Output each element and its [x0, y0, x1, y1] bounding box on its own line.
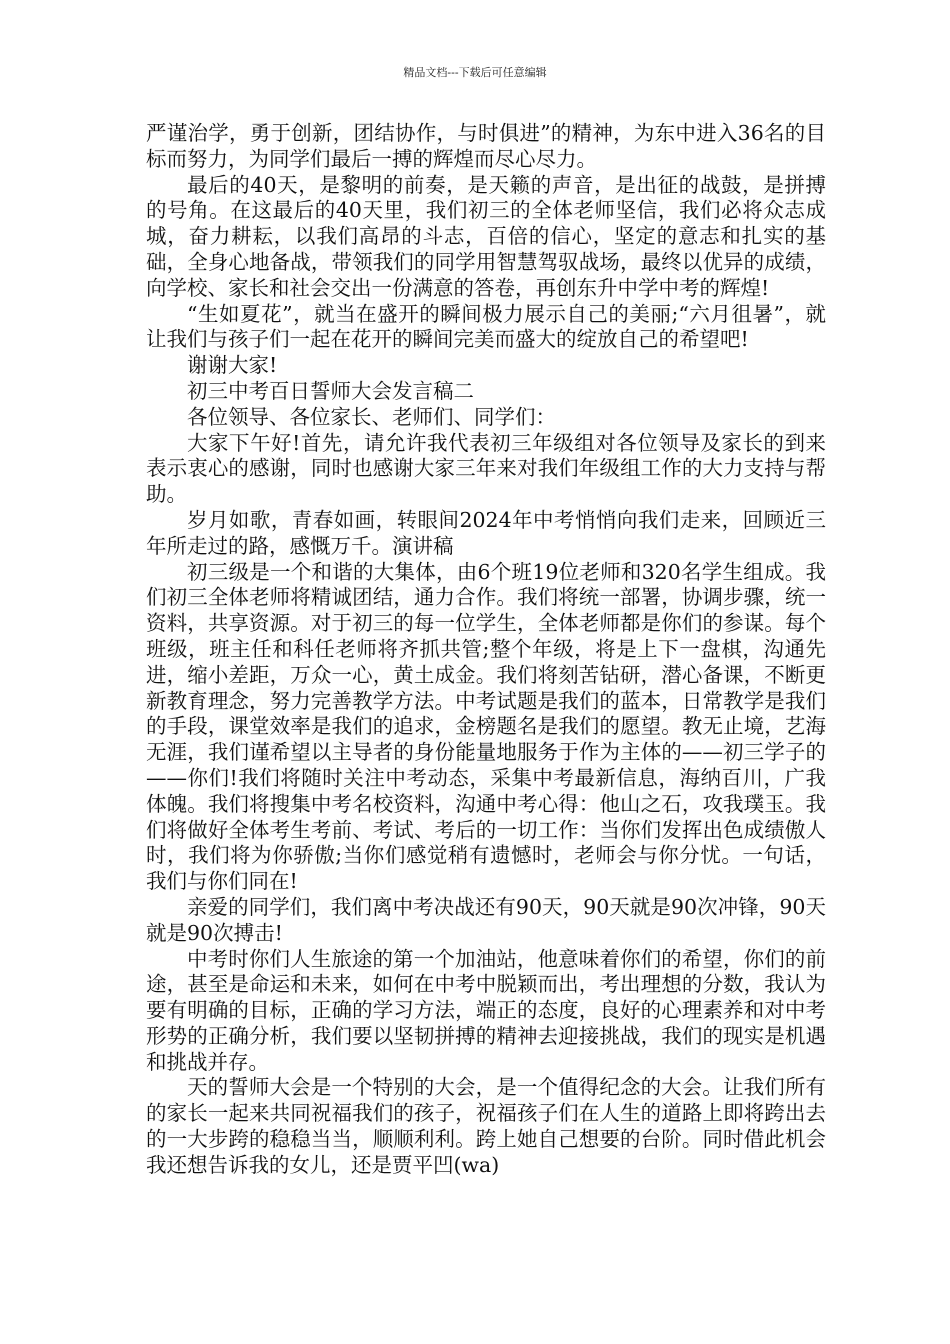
paragraph: 最后的40天，是黎明的前奏，是天籁的声音，是出征的战鼓，是拼搏的号角。在这最后的40天里，我们初三的全体老师坚信，我们必将众志成城，奋力耕耘，以我们高昂的斗志，百倍的信心，坚定的意志和扎实的基础，全身心地备战，带领我们的同学用智慧驾驭战场，最终以优异的成绩，向学校、家长和社会交出一份满意的答卷，再创东升中学中考的辉煌!	[146, 172, 826, 300]
paragraph: 天的誓师大会是一个特别的大会，是一个值得纪念的大会。让我们所有的家长一起来共同祝福我们的孩子，祝福孩子们在人生的道路上即将跨出去的一大步跨的稳稳当当，顺顺利利。跨上她自己想要的台阶。同时借此机会我还想告诉我的女儿，还是贾平凹(wa)	[146, 1075, 826, 1177]
closing-thanks: 谢谢大家!	[187, 353, 278, 378]
paragraph: 初三级是一个和谐的大集体，由6个班19位老师和320名学生组成。我们初三全体老师将精诚团结，通力合作。我们将统一部署，协调步骤，统一资料，共享资源。对于初三的每一位学生，全体老师都是你们的参谋。每个班级，班主任和科任老师将齐抓共管;整个年级，将是上下一盘棋，沟通先进，缩小差距，万众一心，黄土成金。我们将刻苦钻研，潜心备课，不断更新教育理念，努力完善教学方法。中考试题是我们的蓝本，日常教学是我们的手段，课堂效率是我们的追求，金榜题名是我们的愿望。教无止境，艺海无涯，我们谨希望以主导者的身份能量地服务于作为主体的——初三学子的——你们!我们将随时关注中考动态，采集中考最新信息，海纳百川，广我体魄。我们将搜集中考名校资料，沟通中考心得：他山之石，攻我璞玉。我们将做好全体考生考前、考试、考后的一切工作：当你们发挥出色成绩傲人时，我们将为你骄傲;当你们感觉稍有遗憾时，老师会与你分忧。一句话，我们与你们同在!	[146, 559, 826, 894]
paragraph: 岁月如歌，青春如画，转眼间2024年中考悄悄向我们走来，回顾近三年所走过的路，感慨万千。演讲稿	[146, 507, 826, 558]
section-title: 初三中考百日誓师大会发言稿二	[187, 378, 474, 403]
paragraph: 严谨治学，勇于创新，团结协作，与时俱进”的精神，为东中进入36名的目标而努力，为同学们最后一搏的辉煌而尽心尽力。	[146, 121, 826, 171]
salutation: 各位领导、各位家长、老师们、同学们：	[187, 404, 556, 429]
paragraph: 亲爱的同学们，我们离中考决战还有90天，90天就是90次冲锋，90天就是90次搏击!	[146, 894, 826, 945]
document-body	[146, 121, 826, 1179]
paragraph: “生如夏花”，就当在盛开的瞬间极力展示自己的美丽;“六月徂暑”，就让我们与孩子们一起在花开的瞬间完美而盛大的绽放自己的希望吧!	[146, 301, 826, 352]
paragraph: 大家下午好!首先，请允许我代表初三年级组对各位领导及家长的到来表示衷心的感谢，同时也感谢大家三年来对我们年级组工作的大力支持与帮助。	[146, 430, 826, 507]
paragraph: 中考时你们人生旅途的第一个加油站，他意味着你们的希望，你们的前途，甚至是命运和未来，如何在中考中脱颖而出，考出理想的分数，我认为要有明确的目标，正确的学习方法，端正的态度，良好的心理素养和对中考形势的正确分析，我们要以坚韧拼搏的精神去迎接挑战，我们的现实是机遇和挑战并存。	[146, 946, 826, 1074]
page-header: 精品文档---下载后可任意编辑	[403, 66, 547, 79]
